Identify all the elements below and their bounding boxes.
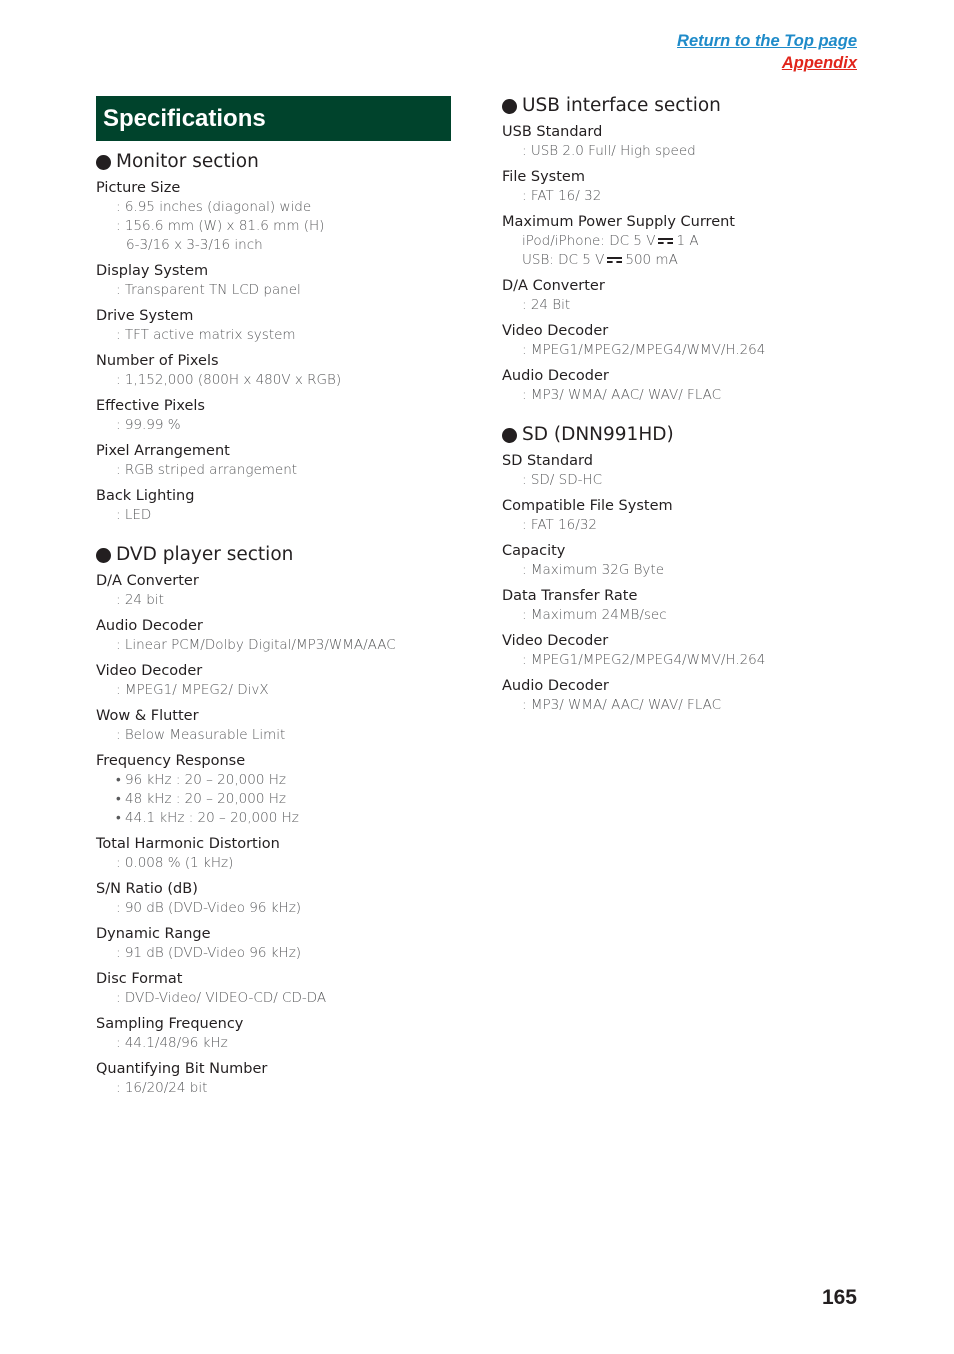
return-to-top-link[interactable]: Return to the Top page: [677, 32, 857, 50]
left-column: [96, 96, 451, 1116]
spec-item: [96, 616, 451, 655]
section-monitor-section: [96, 150, 451, 525]
page-title: Specifications: [96, 96, 451, 141]
spec-values: [96, 506, 451, 525]
spec-label: Frequency Response: [96, 753, 246, 769]
spec-item: [502, 586, 862, 625]
spec-value: : 44.1/48/96 kHz: [116, 1035, 228, 1051]
spec-values: [96, 326, 451, 345]
section-title: SD (DNN991HD): [522, 424, 674, 445]
spec-label: Quantifying Bit Number: [96, 1061, 268, 1077]
spec-value: [522, 251, 862, 270]
spec-label: D/A Converter: [96, 573, 199, 589]
spec-label: Dynamic Range: [96, 926, 211, 942]
spec-item: [96, 751, 451, 828]
spec-item: [96, 261, 451, 300]
left-sections: [96, 150, 451, 1098]
section-title: Monitor section: [116, 151, 259, 172]
spec-value: 6-3/16 x 3-3/16 inch: [126, 237, 263, 253]
section-sd-dnn991hd: [502, 423, 862, 715]
spec-item: [96, 969, 451, 1008]
section-title: DVD player section: [116, 544, 294, 565]
spec-item: [502, 451, 862, 490]
spec-item: [96, 834, 451, 873]
spec-item: [96, 441, 451, 480]
spec-item: [502, 496, 862, 535]
spec-value: : USB 2.0 Full/ High speed: [522, 143, 696, 159]
spec-label: Total Harmonic Distortion: [96, 836, 280, 852]
section-usb-interface-section: [502, 94, 862, 405]
spec-label: SD Standard: [502, 453, 593, 469]
spec-value: : Linear PCM/Dolby Digital/MP3/WMA/AAC: [116, 637, 396, 653]
spec-value: : FAT 16/32: [522, 517, 597, 533]
spec-value: • 48 kHz : 20 – 20,000 Hz: [116, 791, 286, 807]
spec-values: [96, 371, 451, 390]
spec-item: [502, 212, 862, 270]
right-sections: [502, 94, 862, 715]
spec-item: [502, 541, 862, 580]
spec-values: [96, 1034, 451, 1053]
spec-value: [522, 232, 862, 251]
spec-value: : 91 dB (DVD-Video 96 kHz): [116, 945, 302, 961]
spec-values: [502, 561, 862, 580]
spec-values: [96, 636, 451, 655]
section-heading: [96, 150, 451, 174]
spec-item: [96, 571, 451, 610]
spec-values: [502, 296, 862, 315]
section-heading: [502, 94, 862, 118]
spec-values: [96, 1079, 451, 1098]
spec-values: [96, 899, 451, 918]
spec-label: D/A Converter: [502, 278, 605, 294]
spec-value: : FAT 16/ 32: [522, 188, 602, 204]
section-heading: [502, 423, 862, 447]
spec-label: Pixel Arrangement: [96, 443, 230, 459]
spec-values: [96, 854, 451, 873]
spec-label: Video Decoder: [96, 663, 203, 679]
spec-values: [502, 386, 862, 405]
spec-values: [502, 142, 862, 161]
spec-values: [502, 471, 862, 490]
spec-item: [502, 321, 862, 360]
spec-value: : MPEG1/MPEG2/MPEG4/WMV/H.264: [522, 342, 766, 358]
spec-label: Video Decoder: [502, 323, 609, 339]
spec-value: : 0.008 % (1 kHz): [116, 855, 234, 871]
spec-item: [96, 1059, 451, 1098]
spec-value: : RGB striped arrangement: [116, 462, 298, 478]
spec-values: [502, 606, 862, 625]
spec-label: Display System: [96, 263, 209, 279]
spec-value: : Below Measurable Limit: [116, 727, 286, 743]
spec-value: : Maximum 32G Byte: [522, 562, 665, 578]
spec-label: Number of Pixels: [96, 353, 219, 369]
spec-item: [96, 1014, 451, 1053]
spec-label: Data Transfer Rate: [502, 588, 638, 604]
spec-value: : 24 bit: [116, 592, 164, 608]
spec-item: [96, 351, 451, 390]
spec-item: [502, 276, 862, 315]
spec-value-text: iPod/iPhone: DC 5 V: [522, 233, 656, 249]
spec-value: : 90 dB (DVD-Video 96 kHz): [116, 900, 302, 916]
spec-value: : 1,152,000 (800H x 480V x RGB): [116, 372, 342, 388]
spec-item: [96, 486, 451, 525]
spec-value: : Transparent TN LCD panel: [116, 282, 301, 298]
spec-values: [96, 681, 451, 700]
spec-value: : 24 Bit: [522, 297, 571, 313]
spec-values: [502, 341, 862, 360]
spec-value: : MPEG1/MPEG2/MPEG4/WMV/H.264: [522, 652, 766, 668]
spec-label: Audio Decoder: [502, 678, 609, 694]
spec-label: Audio Decoder: [502, 368, 609, 384]
spec-value: : Maximum 24MB/sec: [522, 607, 667, 623]
right-column: [502, 94, 862, 733]
spec-values: [96, 416, 451, 435]
spec-values: [96, 771, 451, 828]
spec-item: [502, 676, 862, 715]
spec-item: [96, 924, 451, 963]
spec-values: [96, 461, 451, 480]
spec-label: Maximum Power Supply Current: [502, 214, 735, 230]
spec-values: [502, 187, 862, 206]
spec-value: : LED: [116, 507, 152, 523]
spec-value: : MP3/ WMA/ AAC/ WAV/ FLAC: [522, 697, 722, 713]
spec-item: [502, 122, 862, 161]
spec-label: USB Standard: [502, 124, 603, 140]
spec-item: [96, 396, 451, 435]
spec-value-amount: 500 mA: [625, 252, 678, 268]
spec-label: Disc Format: [96, 971, 183, 987]
spec-label: Effective Pixels: [96, 398, 205, 414]
spec-value: : SD/ SD-HC: [522, 472, 603, 488]
top-navigation-links: [677, 30, 857, 74]
spec-values: [502, 232, 862, 270]
spec-label: Drive System: [96, 308, 194, 324]
spec-label: Video Decoder: [502, 633, 609, 649]
spec-value: : TFT active matrix system: [116, 327, 296, 343]
spec-value: : 6.95 inches (diagonal) wide: [116, 199, 312, 215]
spec-value-amount: 1 A: [676, 233, 699, 249]
appendix-link[interactable]: Appendix: [781, 54, 857, 72]
spec-item: [96, 178, 451, 255]
bullet-icon: [96, 548, 111, 563]
bullet-icon: [502, 428, 517, 443]
spec-values: [96, 726, 451, 745]
spec-item: [502, 631, 862, 670]
spec-values: [502, 516, 862, 535]
spec-value: : DVD-Video/ VIDEO-CD/ CD-DA: [116, 990, 327, 1006]
spec-value: : 16/20/24 bit: [116, 1080, 208, 1096]
spec-item: [96, 661, 451, 700]
spec-values: [96, 591, 451, 610]
spec-label: File System: [502, 169, 585, 185]
spec-item: [502, 167, 862, 206]
spec-label: Compatible File System: [502, 498, 673, 514]
spec-value: • 96 kHz : 20 – 20,000 Hz: [116, 772, 286, 788]
spec-values: [96, 989, 451, 1008]
bullet-icon: [502, 99, 517, 114]
spec-label: Sampling Frequency: [96, 1016, 244, 1032]
spec-label: Capacity: [502, 543, 566, 559]
spec-label: Wow & Flutter: [96, 708, 199, 724]
spec-item: [502, 366, 862, 405]
spec-value: : 99.99 %: [116, 417, 181, 433]
section-heading: [96, 543, 451, 567]
dc-current-icon: [658, 237, 673, 246]
spec-item: [96, 879, 451, 918]
spec-value: : MPEG1/ MPEG2/ DivX: [116, 682, 269, 698]
spec-values: [96, 198, 451, 255]
spec-values: [502, 696, 862, 715]
spec-value: : 156.6 mm (W) x 81.6 mm (H): [116, 218, 325, 234]
dc-current-icon: [607, 256, 622, 265]
spec-label: S/N Ratio (dB): [96, 881, 198, 897]
spec-item: [96, 706, 451, 745]
spec-values: [96, 944, 451, 963]
spec-label: Audio Decoder: [96, 618, 203, 634]
spec-values: [502, 651, 862, 670]
page-number: 165: [821, 1286, 857, 1309]
bullet-icon: [96, 155, 111, 170]
section-dvd-player-section: [96, 543, 451, 1098]
spec-label: Back Lighting: [96, 488, 195, 504]
spec-value-text: USB: DC 5 V: [522, 252, 605, 268]
spec-value: • 44.1 kHz : 20 – 20,000 Hz: [116, 810, 299, 826]
section-title: USB interface section: [522, 95, 721, 116]
spec-item: [96, 306, 451, 345]
spec-value: : MP3/ WMA/ AAC/ WAV/ FLAC: [522, 387, 722, 403]
spec-label: Picture Size: [96, 180, 181, 196]
spec-values: [96, 281, 451, 300]
